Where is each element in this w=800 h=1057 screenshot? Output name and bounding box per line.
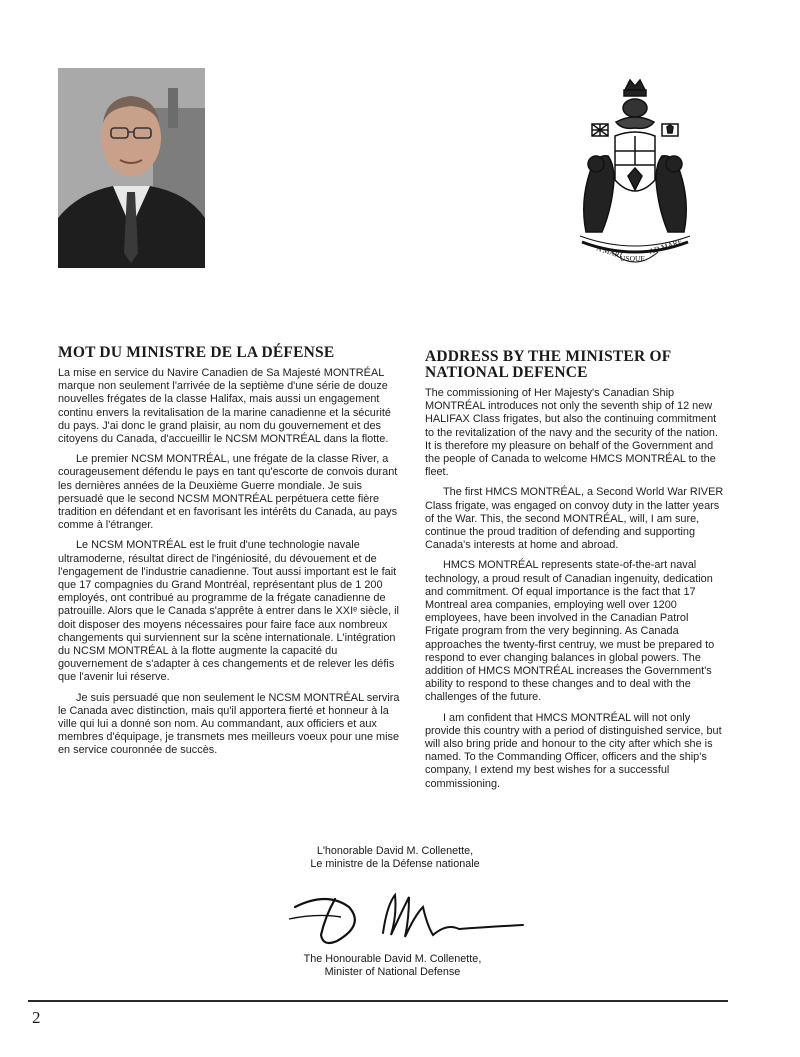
handwritten-signature (287, 885, 527, 950)
french-message-column (58, 345, 403, 765)
french-paragraph-3: Le NCSM MONTRÉAL est le fruit d'une technologie navale ultramoderne, résultat direct de l'ingéniosité, du dévouement et de l'engagement de l'industrie canadienne. Tout aussi important est le fait que 17 compagnies du Grand Montréal, représentant plus de 1 200 employés, ont contribué au programme de la frégate canadienne de patrouille. Alors que le Canada s'apprête à entrer dans le XXIᵉ siècle, il doit disposer des moyens nécessaires pour faire face aux nombreux changements qui surviennent sur la scène internationale. L'intégration du NCSM MONTRÉAL à la flotte augmente la capacité du gouvernement de s'adapter à ces changements et de relever les défis que l'avenir lui réserve. (58, 539, 399, 684)
english-heading: ADDRESS BY THE MINISTER OF NATIONAL DEFENCE (425, 348, 671, 381)
french-paragraph-4: Je suis persuadé que non seulement le NCSM MONTRÉAL servira le Canada avec distinction, mais qu'il apportera fierté et honneur à la ville qui lui a donné son nom. Au commandant, aux officiers et aux membres d'équipage, je transmets mes meilleurs voeux pour une mise en service couronnée de succès. (58, 691, 400, 757)
signatory-title-french: Le ministre de la Défense nationale (310, 858, 480, 870)
french-paragraph-2: Le premier NCSM MONTRÉAL, une frégate de la classe River, a courageusement défendu le pays en tant qu'escorte de convois durant les dernières années de la Deuxième Guerre mondiale. Je suis persuadé que le second NCSM MONTRÉAL perpétuera cette fière tradition en défendant et en favorisant les intérêts du Canada, au pays comme à l'étranger. (58, 453, 398, 532)
english-message-column (425, 345, 725, 798)
english-paragraph-3: HMCS MONTRÉAL represents state-of-the-art naval technology, a proud result of Canadian ingenuity, dedication and commitment. Of equal importance is the fact that 17 Montreal area companies, employing well over 1200 employees, have been involved in the Canadian Patrol Frigate program from the very beginning. As Canada approaches the twenty-first centruy, we must be prepared to respond to ever changing balances in global powers. The addition of HMCS MONTRÉAL increases the Government's ability to respond to these changes and to deal with the challenges of the future. (425, 559, 715, 704)
signatory-name-english: The Honourable David M. Collenette, (303, 953, 482, 965)
crest-ribbon-center: USQUE (620, 254, 646, 263)
minister-portrait (58, 68, 205, 268)
english-paragraph-1: The commissioning of Her Majesty's Canadian Ship MONTRÉAL introduces not only the seventh ship of 12 new HALIFAX Class frigates, but also the continuing commitment to the revitalization of the navy and the security of the nation. It is therefore my pleasure on behalf of the Government and the people of Canada to welcome HMCS MONTRÉAL to the fleet. (425, 387, 719, 479)
page-number: 2 (32, 1008, 41, 1027)
crest-ribbon-right: AD MARE (647, 236, 684, 256)
crest-ribbon-left: A MARI (595, 243, 624, 261)
footer-rule (28, 1000, 728, 1002)
english-paragraph-4: I am confident that HMCS MONTRÉAL will not only provide this country with a period of distinguished service, but will also bring pride and honour to the city after which she is named. To the Commanding Officer, officers and the ship's company, I extend my best wishes for a successful commissioning. (425, 711, 722, 790)
royal-coat-of-arms (578, 72, 693, 272)
signature-block-french (290, 845, 500, 871)
signatory-title-english: Minister of National Defense (324, 966, 461, 978)
english-paragraph-2: The first HMCS MONTRÉAL, a Second World War RIVER Class frigate, was engaged on convoy duty in the latter years of the War. This, the second MONTRÉAL, will, I am sure, continue the proud tradition of defending and supporting Canada's interests at home and abroad. (425, 486, 724, 552)
french-paragraph-1: La mise en service du Navire Canadien de Sa Majesté MONTRÉAL marque non seulement l'arrivée de la septième d'une série de douze nouvelles frégates de la classe Halifax, mais aussi un engagement continu envers la revitalisation de la marine canadienne et la sécurité du pays. J'ai donc le grand plaisir, au nom du gouvernement et des citoyens du Canada, d'accueillir le NCSM MONTRÉAL dans la flotte. (58, 367, 391, 446)
french-heading: MOT DU MINISTRE DE LA DÉFENSE (58, 344, 335, 361)
signatory-name-french: L'honorable David M. Collenette, (316, 845, 474, 857)
signature-block-english (275, 953, 510, 979)
